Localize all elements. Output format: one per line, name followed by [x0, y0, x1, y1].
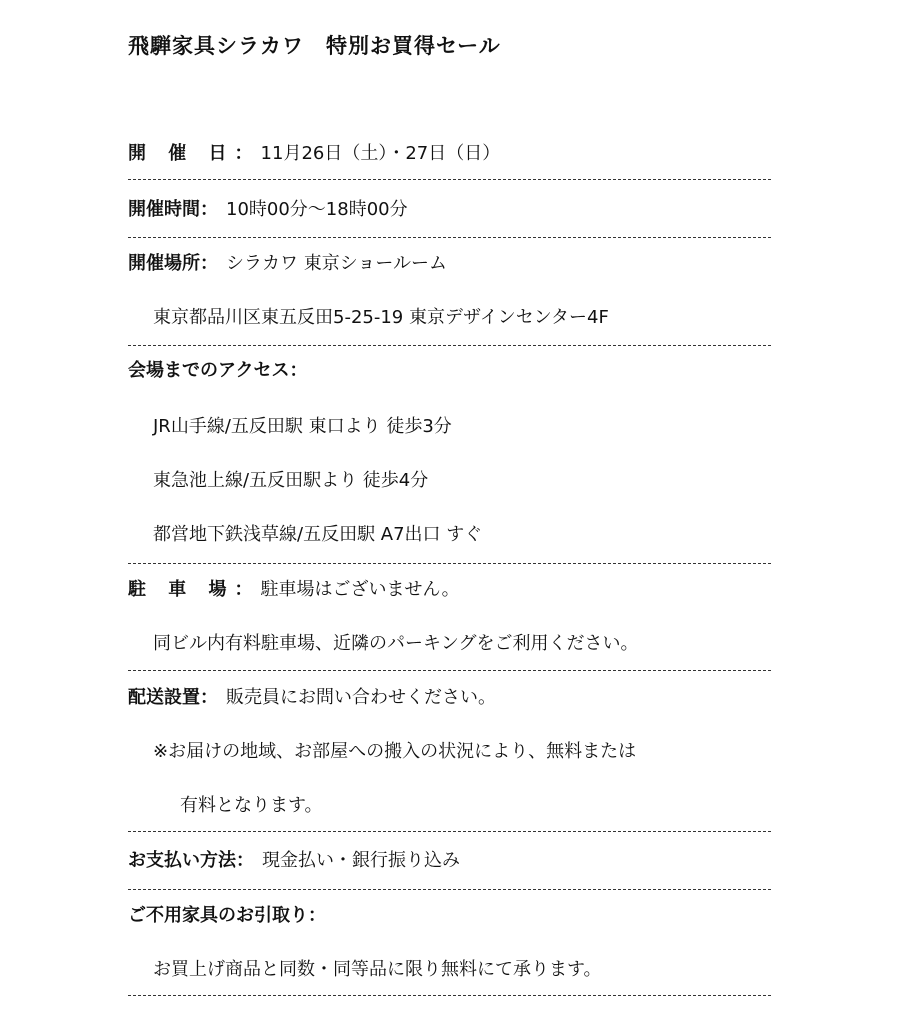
venue-address: 東京都品川区東五反田5-25-19 東京デザインセンター4F	[153, 307, 609, 328]
pickup-label: ご不用家具のお引取り	[128, 905, 308, 926]
divider	[128, 670, 771, 671]
venue-label: 開催場所	[128, 253, 200, 274]
delivery-value: 販売員にお問い合わせください。	[226, 687, 496, 708]
parking-note: 同ビル内有料駐車場、近隣のパーキングをご利用ください。	[153, 633, 639, 654]
parking-value: 駐車場はございません。	[260, 579, 460, 600]
delivery-note: ※お届けの地域、お部屋への搬入の状況により、無料または	[153, 741, 637, 762]
payment-colon: ：	[236, 850, 254, 871]
pickup-row	[128, 903, 771, 929]
venue-row	[128, 251, 771, 277]
divider	[128, 889, 771, 890]
access-row	[128, 358, 771, 384]
date-value: 11月26日（土）・27日（日）	[260, 143, 501, 164]
access-colon: ：	[289, 360, 308, 381]
access-line: 東急池上線/五反田駅より 徒歩4分	[153, 470, 429, 491]
time-colon: ：	[200, 199, 218, 220]
time-label: 開催時間	[128, 199, 200, 220]
divider	[128, 237, 771, 238]
delivery-colon: ：	[200, 687, 218, 708]
divider	[128, 563, 771, 564]
payment-label: お支払い方法	[128, 850, 236, 871]
date-label: 開 催 日	[128, 143, 235, 164]
time-value: 10時00分～18時00分	[226, 199, 408, 220]
time-row	[128, 197, 771, 223]
parking-colon: ：	[234, 579, 253, 600]
divider	[128, 179, 771, 180]
access-label: 会場までのアクセス	[128, 360, 290, 381]
parking-label: 駐 車 場	[128, 579, 235, 600]
payment-value: 現金払い・銀行振り込み	[262, 850, 460, 871]
divider	[128, 831, 771, 832]
venue-colon: ：	[200, 253, 218, 274]
divider	[128, 995, 771, 996]
date-colon: ：	[234, 143, 253, 164]
delivery-note: 有料となります。	[180, 795, 323, 816]
divider	[128, 345, 771, 346]
pickup-note: お買上げ商品と同数・同等品に限り無料にて承ります。	[153, 959, 602, 980]
venue-value: シラカワ 東京ショールーム	[226, 253, 448, 274]
delivery-row	[128, 685, 771, 711]
delivery-label: 配送設置	[128, 687, 200, 708]
date-row	[128, 141, 771, 167]
payment-row	[128, 848, 771, 874]
pickup-colon: ：	[308, 905, 326, 926]
access-line: 都営地下鉄浅草線/五反田駅 A7出口 すぐ	[153, 524, 483, 545]
page-title: 飛騨家具シラカワ 特別お買得セール	[128, 34, 501, 58]
parking-row	[128, 577, 771, 603]
access-line: JR山手線/五反田駅 東口より 徒歩3分	[153, 416, 452, 437]
